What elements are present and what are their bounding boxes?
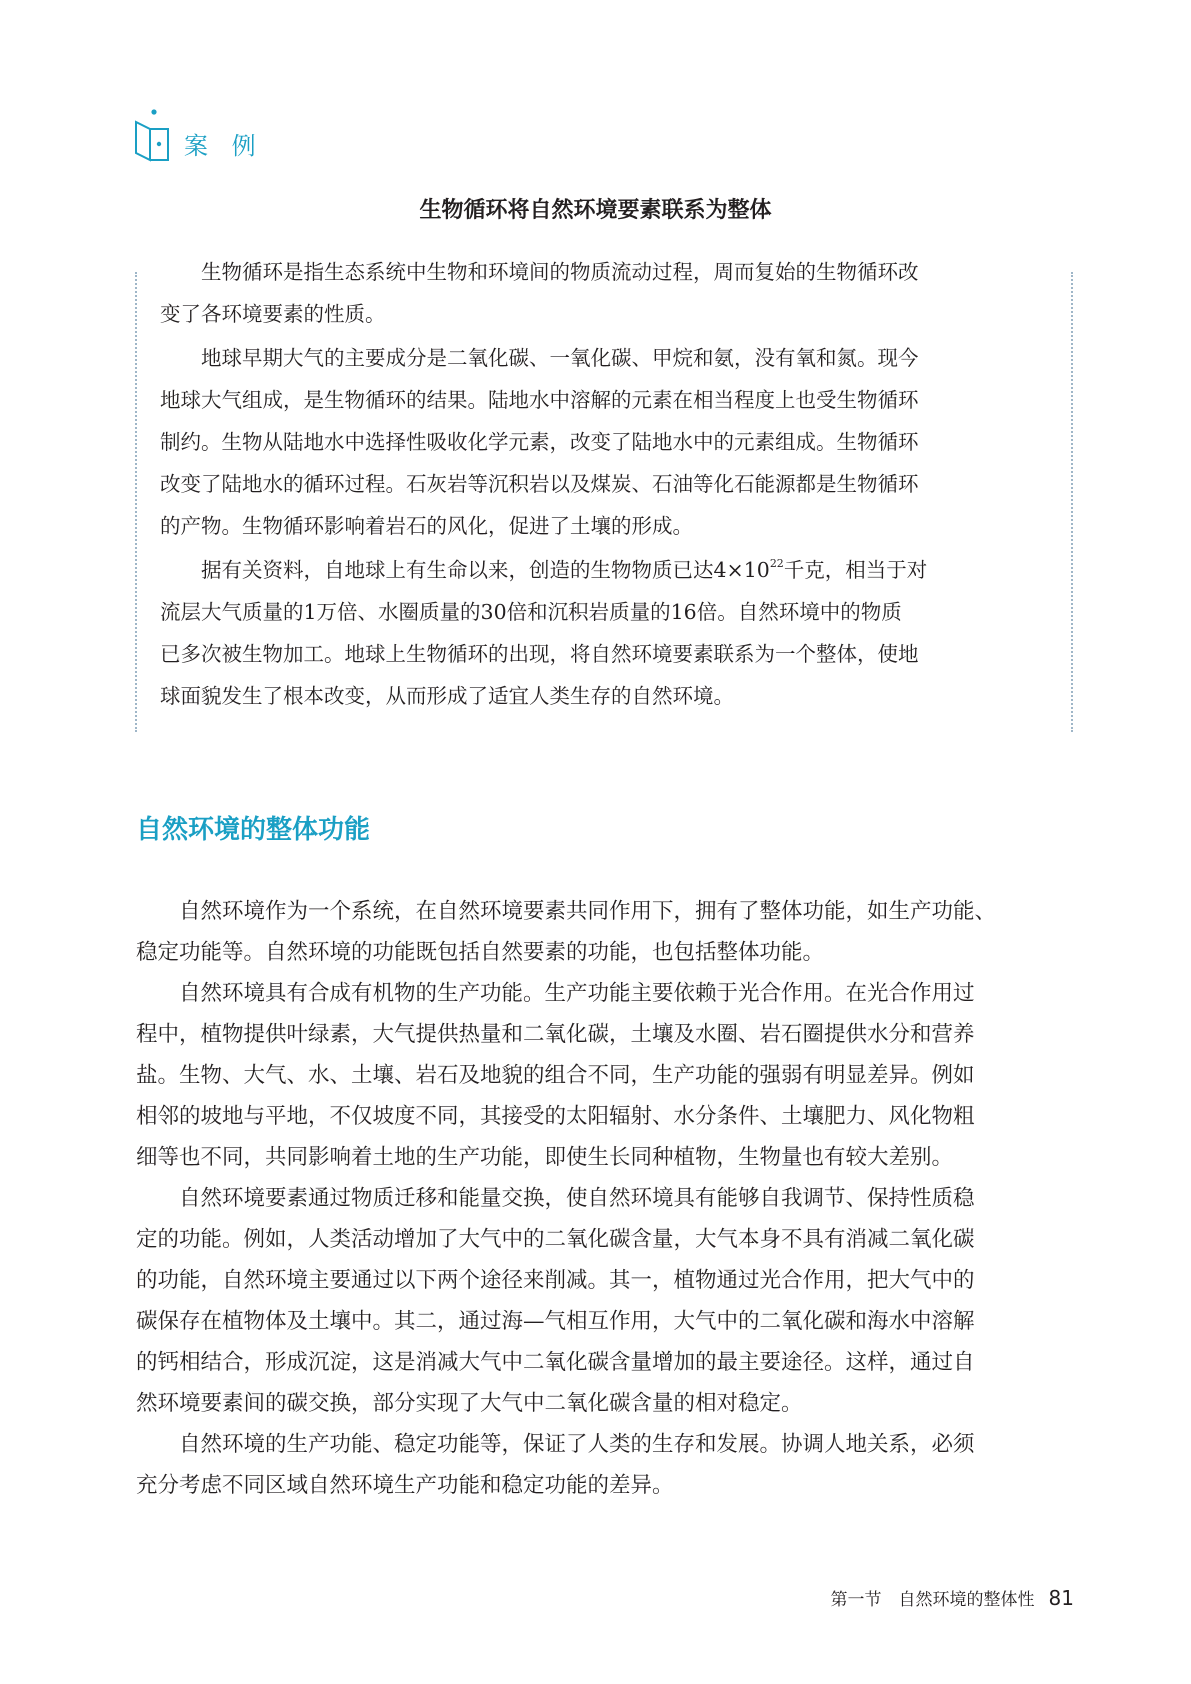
body-paragraph-4 <box>136 1424 1076 1506</box>
text-line: 自然环境要素通过物质迁移和能量交换，使自然环境具有能够自我调节、保持性质稳 <box>136 1186 975 1211</box>
text-line: 的产物。生物循环影响着岩石的风化，促进了土壤的形成。 <box>160 514 693 538</box>
text-line: 球面貌发生了根本改变，从而形成了适宜人类生存的自然环境。 <box>160 684 734 708</box>
section-heading: 自然环境的整体功能 <box>136 815 371 845</box>
open-book-icon <box>130 108 174 164</box>
text-line: 自然环境作为一个系统，在自然环境要素共同作用下，拥有了整体功能，如生产功能、 <box>136 899 997 924</box>
case-paragraph-2 <box>160 337 1058 547</box>
text-line: 的功能，自然环境主要通过以下两个途径来削减。其一，植物通过光合作用，把大气中的 <box>136 1268 975 1293</box>
text-line: 的钙相结合，形成沉淀，这是消减大气中二氧化碳含量增加的最主要途径。这样，通过自 <box>136 1350 975 1375</box>
text-line: 流层大气质量的1万倍、水圈质量的30倍和沉积岩质量的16倍。自然环境中的物质 <box>160 600 902 624</box>
text-line: 充分考虑不同区域自然环境生产功能和稳定功能的差异。 <box>136 1473 674 1498</box>
text-line: 定的功能。例如，人类活动增加了大气中的二氧化碳含量，大气本身不具有消减二氧化碳 <box>136 1227 975 1252</box>
text-line: 稳定功能等。自然环境的功能既包括自然要素的功能，也包括整体功能。 <box>136 940 825 965</box>
exponent: 22 <box>769 557 784 570</box>
case-paragraph-1 <box>160 251 1058 335</box>
text-line: 地球早期大气的主要成分是二氧化碳、一氧化碳、甲烷和氨，没有氧和氮。现今 <box>160 346 919 370</box>
text-line: 制约。生物从陆地水中选择性吸收化学元素，改变了陆地水中的元素组成。生物循环 <box>160 430 919 454</box>
text-line: 地球大气组成，是生物循环的结果。陆地水中溶解的元素在相当程度上也受生物循环 <box>160 388 919 412</box>
text-segment: 据有关资料，自地球上有生命以来，创造的生物物质已达4×10 <box>160 558 770 582</box>
text-segment: 千克，相当于对 <box>783 558 928 582</box>
text-line: 细等也不同，共同影响着土地的生产功能，即使生长同种植物，生物量也有较大差别。 <box>136 1145 954 1170</box>
text-line <box>160 549 1058 591</box>
body-paragraph-2 <box>136 973 1076 1178</box>
text-line: 自然环境的生产功能、稳定功能等，保证了人类的生存和发展。协调人地关系，必须 <box>136 1432 975 1457</box>
text-line: 自然环境具有合成有机物的生产功能。生产功能主要依赖于光合作用。在光合作用过 <box>136 981 975 1006</box>
text-line: 生物循环是指生态系统中生物和环境间的物质流动过程，周而复始的生物循环改 <box>160 260 919 284</box>
case-header <box>130 108 264 164</box>
text-line: 盐。生物、大气、水、土壤、岩石及地貌的组合不同，生产功能的强弱有明显差异。例如 <box>136 1063 975 1088</box>
text-line: 改变了陆地水的循环过程。石灰岩等沉积岩以及煤炭、石油等化石能源都是生物循环 <box>160 472 919 496</box>
text-line: 已多次被生物加工。地球上生物循环的出现，将自然环境要素联系为一个整体，使地 <box>160 642 919 666</box>
footer-section-label: 第一节 自然环境的整体性 <box>830 1590 1035 1610</box>
page-number: 81 <box>1048 1586 1074 1610</box>
case-label: 案 例 <box>184 131 264 160</box>
case-title: 生物循环将自然环境要素联系为整体 <box>419 198 772 223</box>
body-paragraph-1 <box>136 891 1076 973</box>
case-paragraph-3 <box>160 549 1058 717</box>
text-line: 变了各环境要素的性质。 <box>160 302 386 326</box>
text-line: 相邻的坡地与平地，不仅坡度不同，其接受的太阳辐射、水分条件、土壤肥力、风化物粗 <box>136 1104 975 1129</box>
text-line: 程中，植物提供叶绿素，大气提供热量和二氧化碳，土壤及水圈、岩石圈提供水分和营养 <box>136 1022 975 1047</box>
text-line: 然环境要素间的碳交换，部分实现了大气中二氧化碳含量的相对稳定。 <box>136 1391 803 1416</box>
text-line: 碳保存在植物体及土壤中。其二，通过海—气相互作用，大气中的二氧化碳和海水中溶解 <box>136 1309 975 1334</box>
body-paragraph-3 <box>136 1178 1076 1424</box>
page-footer <box>831 1585 1074 1610</box>
